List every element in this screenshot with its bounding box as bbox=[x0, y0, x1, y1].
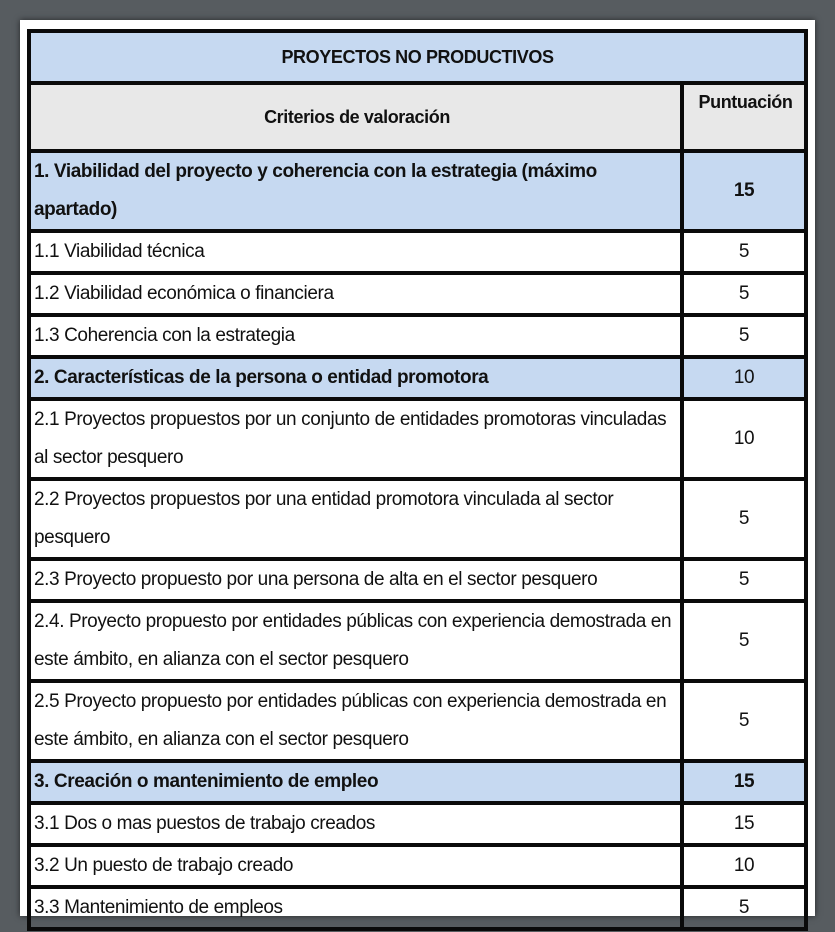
criteria-table bbox=[27, 29, 808, 931]
criterion-score: 15 bbox=[682, 761, 806, 803]
criterion-score: 10 bbox=[682, 399, 806, 479]
criterion-label: 2.2 Proyectos propuestos por una entidad promotora vinculada al sector pesquero bbox=[29, 479, 682, 559]
criterion-label: 2.1 Proyectos propuestos por un conjunto de entidades promotoras vinculadas al sector pesquero bbox=[29, 399, 682, 479]
table-row bbox=[29, 803, 806, 845]
criterion-score: 5 bbox=[682, 273, 806, 315]
table-row bbox=[29, 559, 806, 601]
table-row bbox=[29, 273, 806, 315]
criterion-score: 5 bbox=[682, 887, 806, 929]
criterion-label: 1. Viabilidad del proyecto y coherencia con la estrategia (máximo apartado) bbox=[29, 151, 682, 231]
criterion-score: 15 bbox=[682, 151, 806, 231]
criterion-label: 2.4. Proyecto propuesto por entidades públicas con experiencia demostrada en este ámbito, en alianza con el sector pesquero bbox=[29, 601, 682, 681]
criterion-label: 3. Creación o mantenimiento de empleo bbox=[29, 761, 682, 803]
criterion-score: 5 bbox=[682, 479, 806, 559]
criterion-label: 2.3 Proyecto propuesto por una persona de alta en el sector pesquero bbox=[29, 559, 682, 601]
section-row bbox=[29, 151, 806, 231]
table-row bbox=[29, 845, 806, 887]
table-row bbox=[29, 479, 806, 559]
criterion-label: 3.3 Mantenimiento de empleos bbox=[29, 887, 682, 929]
criterion-score: 5 bbox=[682, 315, 806, 357]
criterion-label: 3.2 Un puesto de trabajo creado bbox=[29, 845, 682, 887]
table-row bbox=[29, 399, 806, 479]
criterion-label: 3.1 Dos o mas puestos de trabajo creados bbox=[29, 803, 682, 845]
table-title: PROYECTOS NO PRODUCTIVOS bbox=[29, 31, 806, 83]
section-row bbox=[29, 357, 806, 399]
criterion-score: 10 bbox=[682, 357, 806, 399]
table-header-row bbox=[29, 83, 806, 151]
criterion-label: 2. Características de la persona o entidad promotora bbox=[29, 357, 682, 399]
document-sheet bbox=[20, 20, 815, 916]
criterion-label: 1.2 Viabilidad económica o financiera bbox=[29, 273, 682, 315]
table-row bbox=[29, 231, 806, 273]
criterion-score: 5 bbox=[682, 231, 806, 273]
criteria-header: Criterios de valoración bbox=[29, 83, 682, 151]
criterion-score: 5 bbox=[682, 601, 806, 681]
table-row bbox=[29, 681, 806, 761]
criterion-score: 5 bbox=[682, 681, 806, 761]
table-title-row bbox=[29, 31, 806, 83]
criterion-label: 1.1 Viabilidad técnica bbox=[29, 231, 682, 273]
score-header: Puntuación bbox=[682, 83, 806, 151]
criterion-score: 10 bbox=[682, 845, 806, 887]
criterion-label: 2.5 Proyecto propuesto por entidades públicas con experiencia demostrada en este ámbito, en alianza con el sector pesquero bbox=[29, 681, 682, 761]
section-row bbox=[29, 761, 806, 803]
criterion-score: 15 bbox=[682, 803, 806, 845]
table-row bbox=[29, 315, 806, 357]
criterion-score: 5 bbox=[682, 559, 806, 601]
table-row bbox=[29, 887, 806, 929]
table-row bbox=[29, 601, 806, 681]
criterion-label: 1.3 Coherencia con la estrategia bbox=[29, 315, 682, 357]
